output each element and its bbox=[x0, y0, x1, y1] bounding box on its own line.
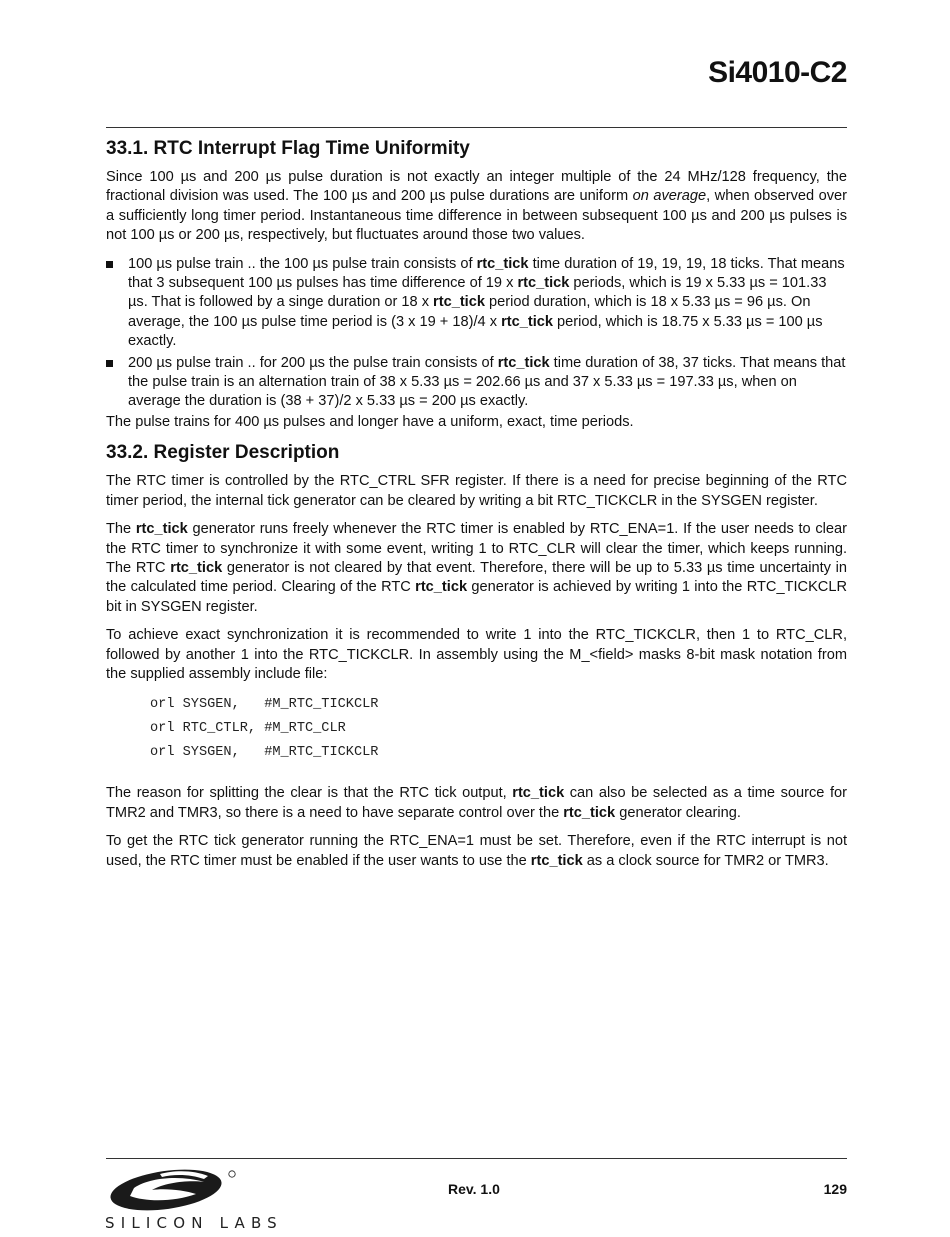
intro-paragraph: Since 100 µs and 200 µs pulse duration is not exactly an integer multiple of the 24 MHz/128 frequency, the fractional division was used. The 100 µs and 200 µs pulse durations are uniform on average, when observed over a sufficiently long timer period. Instantaneous time difference in between subsequent 100 µs and 200 µs pulses is not 100 µs or 200 µs, respectively, but fluctuates around those two values. bbox=[106, 169, 847, 244]
list-item: 100 µs pulse train .. the 100 µs pulse train consists of rtc_tick time duration of 19, 19, 19, 18 ticks. That means that 3 subsequent 100 µs pulses has time difference of 19 x rtc_tick periods, which is 19 x 5.33 µs = 101.33 µs. That is followed by a singe duration or 18 x rtc_tick period duration, which is 18 x 5.33 µs = 96 µs. On average, the 100 µs pulse time period is (3 x 19 + 18)/4 x rtc_tick period, which is 18.75 x 5.33 µs = 100 µs exactly. bbox=[106, 255, 847, 352]
code-line: orl RTC_CTLR, #M_RTC_CLR bbox=[150, 721, 346, 737]
code-block bbox=[150, 693, 847, 765]
register-paragraph-1: The RTC timer is controlled by the RTC_CTRL SFR register. If there is a need for precise beginning of the RTC timer period, the internal tick generator can be cleared by writing a bit RTC_TICKCLR in the SYSGEN register. bbox=[106, 473, 847, 509]
register-paragraph-2: The rtc_tick generator runs freely whenever the RTC timer is enabled by RTC_ENA=1. If the user needs to clear the RTC timer to synchronize it with some event, writing 1 to RTC_CLR will clear the timer, which keeps running. The RTC rtc_tick generator is not cleared by that event. Therefore, there will be up to 5.33 µs time uncertainty in the calculated time period. Clearing of the RTC rtc_tick generator is achieved by writing 1 into the RTC_TICKCLR bit in SYSGEN register. bbox=[106, 521, 848, 615]
bullet-square-icon bbox=[106, 360, 113, 367]
logo-wordmark: SILICON LABS bbox=[105, 1214, 283, 1232]
header-divider bbox=[106, 127, 847, 128]
register-paragraph-5: To get the RTC tick generator running the RTC_ENA=1 must be set. Therefore, even if the RTC interrupt is not used, the RTC timer must be enabled if the user wants to use the rtc_tick as a clock source for TMR2 or TMR3. bbox=[106, 833, 847, 869]
code-line: orl SYSGEN, #M_RTC_TICKCLR bbox=[150, 697, 379, 713]
register-paragraph-4: The reason for splitting the clear is that the RTC tick output, rtc_tick can also be selected as a time source for TMR2 and TMR3, so there is a need to have separate control over the rtc_tick generator clearing. bbox=[106, 785, 847, 821]
page-content bbox=[106, 136, 847, 880]
footer-divider bbox=[106, 1158, 847, 1159]
section-heading-33-2: 33.2. Register Description bbox=[106, 442, 340, 464]
register-paragraph-3: To achieve exact synchronization it is recommended to write 1 into the RTC_TICKCLR, then 1 to RTC_CLR, followed by another 1 into the RTC_TICKCLR. In assembly using the M_<field> masks 8-bit mask notation from the supplied assembly include file: bbox=[106, 627, 847, 682]
code-line: orl SYSGEN, #M_RTC_TICKCLR bbox=[150, 745, 379, 761]
section-heading-33-1: 33.1. RTC Interrupt Flag Time Uniformity bbox=[106, 138, 470, 159]
document-title: Si4010-C2 bbox=[708, 56, 847, 89]
revision-label: Rev. 1.0 bbox=[448, 1181, 500, 1197]
list-item: 200 µs pulse train .. for 200 µs the pulse train consists of rtc_tick time duration of 38, 37 ticks. That means that the pulse train is an alternation train of 38 x 5.33 µs = 202.66 µs and 37 x 5.33 µs = 197.33 µs, when on average the duration is (38 + 37)/2 x 5.33 µs = 200 µs exactly. bbox=[106, 354, 847, 412]
closing-paragraph: The pulse trains for 400 µs pulses and longer have a uniform, exact, time periods. bbox=[106, 413, 634, 430]
bullet-square-icon bbox=[106, 261, 113, 268]
pulse-train-list bbox=[106, 255, 847, 412]
page-number: 129 bbox=[823, 1181, 847, 1197]
